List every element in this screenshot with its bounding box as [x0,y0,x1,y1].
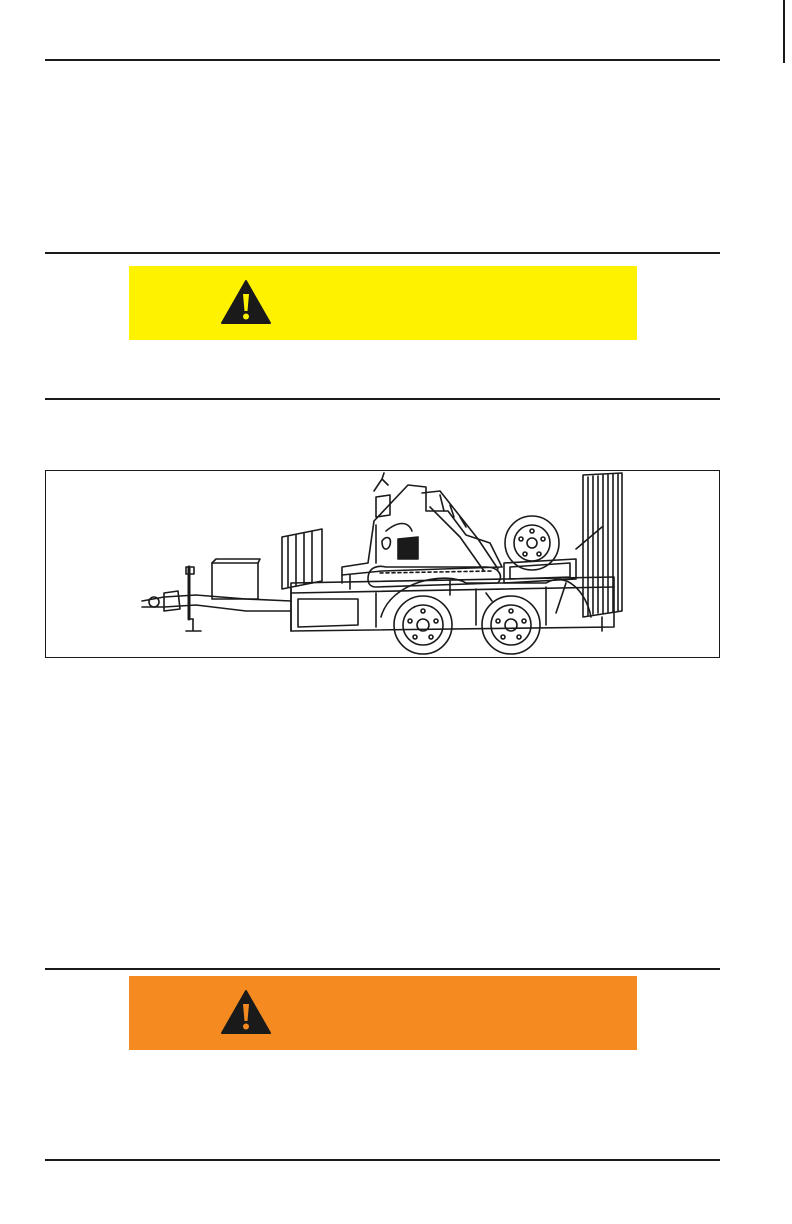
caution-banner [129,266,637,340]
section-divider-1 [45,59,720,61]
trailer-wheel-front [394,596,452,654]
warning-banner [129,976,637,1050]
section-divider-4 [45,968,720,970]
warning-triangle-icon [220,989,272,1035]
trailer-wheel-rear [482,596,540,654]
page-edge-rule [783,0,785,63]
tool-carrier-on-trailer-drawing [46,471,721,659]
warning-triangle-icon [220,279,272,325]
section-divider-5 [45,1159,720,1161]
section-divider-3 [45,398,720,400]
section-divider-2 [45,252,720,254]
trailer-illustration [45,470,720,658]
